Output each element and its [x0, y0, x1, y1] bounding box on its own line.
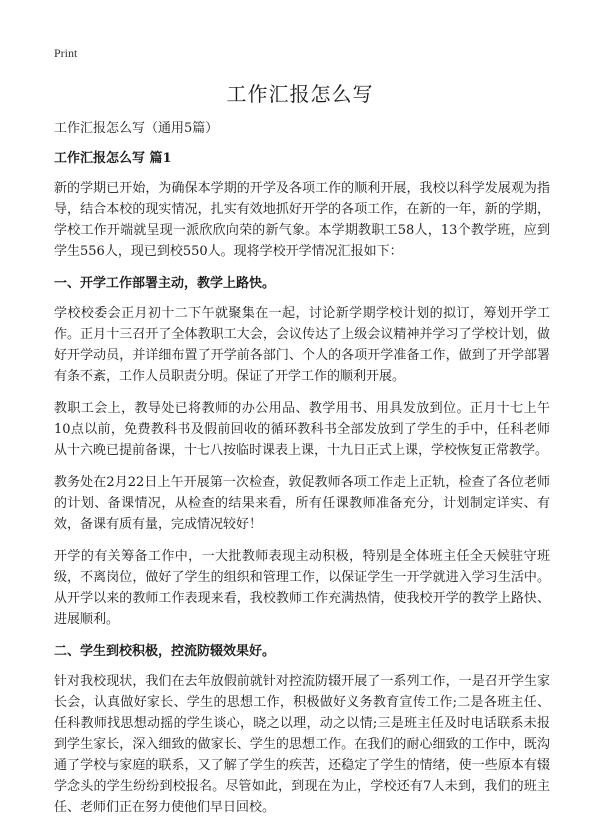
document-title: 工作汇报怎么写 [226, 82, 374, 106]
section-heading-1: 一、开学工作部署主动，教学上路快。 [54, 276, 276, 291]
paragraph: 针对我校现状，我们在去年放假前就针对控流防辍开展了一系列工作，一是召开学生家长会，认真做好家长、学生的思想工作，积极做好义务教育宣传工作;二是各班主任、任科教师找思想动摇的学生谈心，晓之以理，动之以情;三是班主任及时电话联系未报到学生家长，深入细致的做家长、学生的思想工作。在我们的耐心细致的工作中，既沟通了学校与家庭的联系，又了解了学生的疾苦，还稳定了学生的情绪，使一些原本有辍学念头的学生纷纷到校报名。尽管如此，到现在为止，学校还有7人未到，我们的班主任、老师们正在努力使他们早日回校。 [54, 674, 550, 815]
paragraph: 学校校委会正月初十二下午就聚集在一起，讨论新学期学校计划的拟订，筹划开学工作。正月十三召开了全体教职工大会，会议传达了上级会议精神并学习了学校计划，做好开学动员，并详细布置了开学前各部门、个人的各项开学准备工作，做到了开学部署有条不紊，工作人员职责分明。保证了开学工作的顺利开展。 [54, 306, 550, 384]
document-body [54, 118, 550, 829]
section-heading-2: 二、学生到校积极，控流防辍效果好。 [54, 644, 276, 659]
article-heading: 工作汇报怎么写 篇1 [54, 151, 172, 166]
paragraph: 教务处在2月22日上午开展第一次检查，敦促教师各项工作走上正轨，检查了各位老师的计划、备课情况，从检查的结果来看，所有任课教师准备充分，计划制定详实、有效，备课有质有量，完成情况较好！ [54, 475, 550, 532]
paragraph-intro: 新的学期已开始，为确保本学期的开学及各项工作的顺利开展，我校以科学发展观为指导，结合本校的现实情况，扎实有效地抓好开学的各项工作，在新的一年，新的学期，学校工作开端就呈现一派欣欣向荣的新气象。本学期教职工58人，13个教学班，应到学生556人，现已到校550人。现将学校开学情况汇报如下： [54, 181, 550, 259]
document-subtitle: 工作汇报怎么写（通用5篇） [54, 121, 219, 136]
paragraph: 开学的有关筹备工作中，一大批教师表现主动积极，特别是全体班主任全天候驻守班级，不离岗位，做好了学生的组织和管理工作，以保证学生一开学就进入学习生活中。从开学以来的教师工作表现来看，我校教师工作充满热情，使我校开学的教学上路快、进展顺利。 [54, 549, 550, 627]
print-label[interactable]: Print [54, 46, 78, 60]
paragraph: 教职工会上，教导处已将教师的办公用品、教学用书、用具发放到位。正月十七上午10点以前，免费教科书及假前回收的循环教科书全部发放到了学生的手中，任科老师从十六晚已提前备课，十七八按临时课表上课，十九日正式上课，学校恢复正常教学。 [54, 401, 550, 458]
